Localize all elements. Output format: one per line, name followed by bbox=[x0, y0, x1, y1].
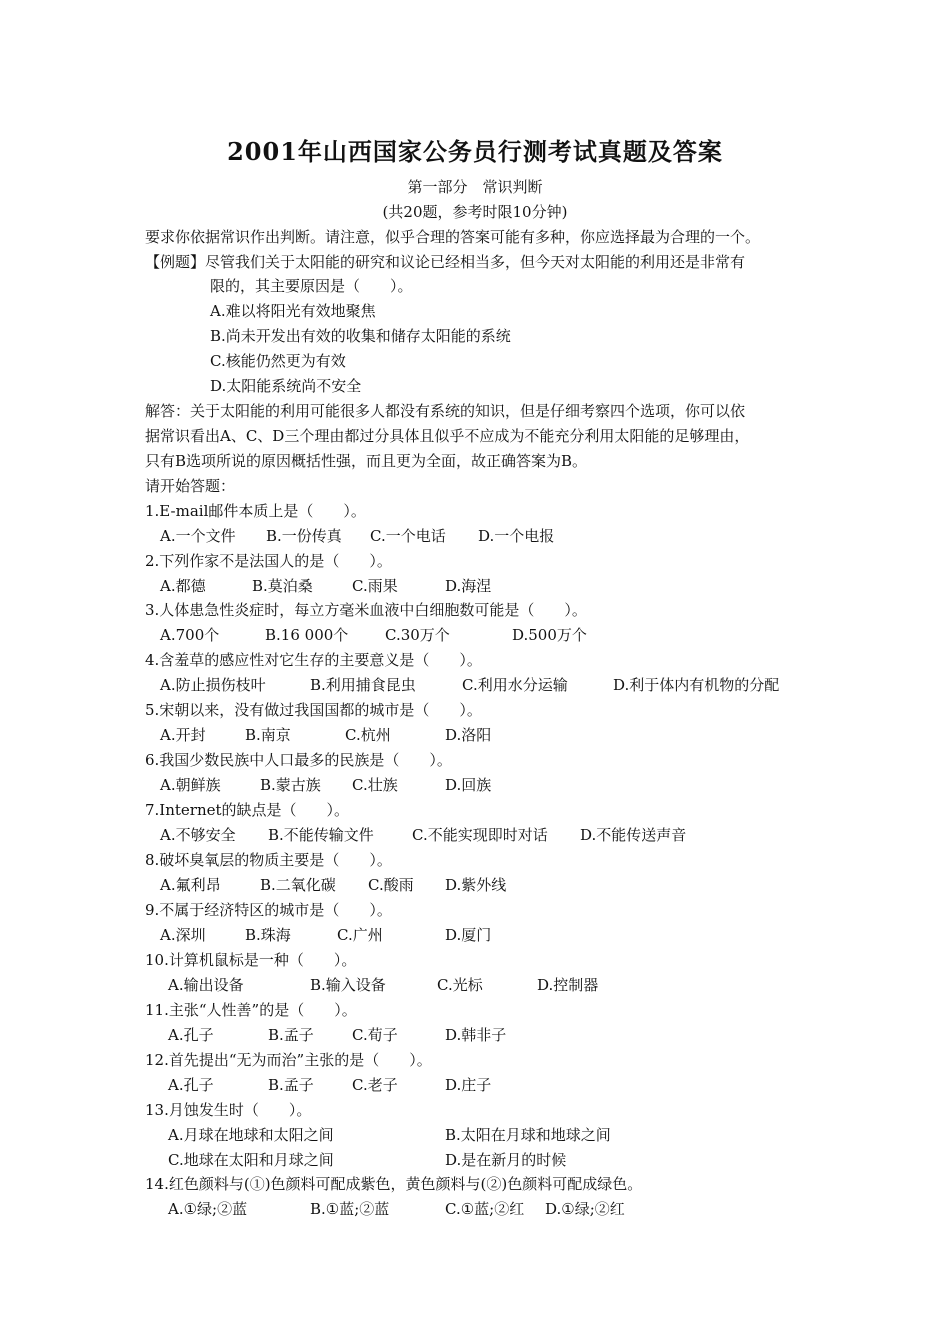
q3-option-b: B.16 000个 bbox=[265, 626, 349, 644]
q6-option-c: C.壮族 bbox=[352, 776, 398, 794]
question-7: 7.Internet的缺点是（ ）。 bbox=[145, 801, 350, 819]
q4-option-c: C.利用水分运输 bbox=[462, 676, 568, 694]
q7-option-c: C.不能实现即时对话 bbox=[412, 826, 548, 844]
answer-line2: 据常识看出A、C、D三个理由都过分具体且似乎不应成为不能充分利用太阳能的足够理由， bbox=[145, 427, 750, 445]
answer-line1: 解答：关于太阳能的利用可能很多人都没有系统的知识，但是仔细考察四个选项，你可以依 bbox=[145, 402, 746, 420]
question-5: 5.宋朝以来，没有做过我国国都的城市是（ ）。 bbox=[145, 701, 482, 719]
q12-option-a: A.孔子 bbox=[168, 1076, 214, 1094]
answer-line3: 只有B选项所说的原因概括性强，而且更为全面，故正确答案为B。 bbox=[145, 452, 588, 470]
q1-option-a: A.一个文件 bbox=[160, 527, 236, 545]
q14-option-b: B.①蓝;②蓝 bbox=[310, 1200, 390, 1218]
q13-option-c: C.地球在太阳和月球之间 bbox=[168, 1151, 334, 1169]
example-question-line1: 【例题】尽管我们关于太阳能的研究和议论已经相当多，但今天对太阳能的利用还是非常有 bbox=[145, 253, 746, 271]
example-option-b: B.尚未开发出有效的收集和储存太阳能的系统 bbox=[210, 327, 511, 345]
q5-option-c: C.杭州 bbox=[345, 726, 391, 744]
q1-option-c: C.一个电话 bbox=[370, 527, 446, 545]
q14-option-d: D.①绿;②红 bbox=[545, 1200, 625, 1218]
q4-option-a: A.防止损伤枝叶 bbox=[160, 676, 266, 694]
q1-option-b: B.一份传真 bbox=[266, 527, 342, 545]
q11-option-a: A.孔子 bbox=[168, 1026, 214, 1044]
example-option-a: A.难以将阳光有效地聚焦 bbox=[210, 302, 376, 320]
q2-option-a: A.都德 bbox=[160, 577, 206, 595]
section-note: (共20题，参考时限10分钟) bbox=[382, 203, 568, 221]
q2-option-d: D.海涅 bbox=[445, 577, 492, 595]
question-8: 8.破坏臭氧层的物质主要是（ ）。 bbox=[145, 851, 392, 869]
q13-option-a: A.月球在地球和太阳之间 bbox=[168, 1126, 334, 1144]
q4-option-b: B.利用捕食昆虫 bbox=[310, 676, 416, 694]
q14-option-a: A.①绿;②蓝 bbox=[168, 1200, 248, 1218]
example-option-c: C.核能仍然更为有效 bbox=[210, 352, 346, 370]
question-10: 10.计算机鼠标是一种（ ）。 bbox=[145, 951, 357, 969]
question-3: 3.人体患急性炎症时，每立方毫米血液中白细胞数可能是（ ）。 bbox=[145, 601, 587, 619]
q10-option-a: A.输出设备 bbox=[168, 976, 244, 994]
q3-option-d: D.500万个 bbox=[512, 626, 587, 644]
q8-option-d: D.紫外线 bbox=[445, 876, 507, 894]
q6-option-d: D.回族 bbox=[445, 776, 492, 794]
q12-option-d: D.庄子 bbox=[445, 1076, 492, 1094]
question-12: 12.首先提出“无为而治”主张的是（ ）。 bbox=[145, 1051, 432, 1069]
section-heading: 第一部分 常识判断 bbox=[407, 178, 543, 196]
q9-option-a: A.深圳 bbox=[160, 926, 206, 944]
q4-option-d: D.利于体内有机物的分配 bbox=[613, 676, 780, 694]
q5-option-d: D.洛阳 bbox=[445, 726, 492, 744]
question-6: 6.我国少数民族中人口最多的民族是（ ）。 bbox=[145, 751, 452, 769]
q9-option-d: D.厦门 bbox=[445, 926, 492, 944]
q1-option-d: D.一个电报 bbox=[478, 527, 555, 545]
q11-option-b: B.孟子 bbox=[268, 1026, 314, 1044]
question-11: 11.主张“人性善”的是（ ）。 bbox=[145, 1001, 357, 1019]
q11-option-c: C.荀子 bbox=[352, 1026, 398, 1044]
q8-option-a: A.氟利昂 bbox=[160, 876, 221, 894]
q12-option-c: C.老子 bbox=[352, 1076, 398, 1094]
q12-option-b: B.孟子 bbox=[268, 1076, 314, 1094]
q13-option-d: D.是在新月的时候 bbox=[445, 1151, 567, 1169]
q8-option-b: B.二氧化碳 bbox=[260, 876, 336, 894]
q2-option-c: C.雨果 bbox=[352, 577, 398, 595]
instructions: 要求你依据常识作出判断。请注意，似乎合理的答案可能有多种，你应选择最为合理的一个。 bbox=[145, 228, 761, 246]
q6-option-b: B.蒙古族 bbox=[260, 776, 321, 794]
q10-option-b: B.输入设备 bbox=[310, 976, 386, 994]
q5-option-b: B.南京 bbox=[245, 726, 291, 744]
question-14: 14.红色颜料与(①)色颜料可配成紫色，黄色颜料与(②)色颜料可配成绿色。 bbox=[145, 1175, 643, 1193]
q9-option-c: C.广州 bbox=[337, 926, 383, 944]
question-1: 1.E-mail邮件本质上是（ ）。 bbox=[145, 502, 366, 520]
question-13: 13.月蚀发生时（ ）。 bbox=[145, 1101, 312, 1119]
q10-option-d: D.控制器 bbox=[537, 976, 599, 994]
q3-option-a: A.700个 bbox=[160, 626, 220, 644]
q9-option-b: B.珠海 bbox=[245, 926, 291, 944]
question-9: 9.不属于经济特区的城市是（ ）。 bbox=[145, 901, 392, 919]
q7-option-d: D.不能传送声音 bbox=[580, 826, 687, 844]
question-4: 4.含羞草的感应性对它生存的主要意义是（ ）。 bbox=[145, 651, 482, 669]
q6-option-a: A.朝鲜族 bbox=[160, 776, 221, 794]
q2-option-b: B.莫泊桑 bbox=[252, 577, 313, 595]
start-prompt: 请开始答题： bbox=[145, 477, 236, 495]
q5-option-a: A.开封 bbox=[160, 726, 206, 744]
example-option-d: D.太阳能系统尚不安全 bbox=[210, 377, 362, 395]
q8-option-c: C.酸雨 bbox=[368, 876, 414, 894]
example-question-line2: 限的，其主要原因是（ ）。 bbox=[210, 277, 413, 295]
question-2: 2.下列作家不是法国人的是（ ）。 bbox=[145, 552, 392, 570]
q14-option-c: C.①蓝;②红 bbox=[445, 1200, 525, 1218]
q10-option-c: C.光标 bbox=[437, 976, 483, 994]
q7-option-b: B.不能传输文件 bbox=[268, 826, 374, 844]
page-title: 2001年山西国家公务员行测考试真题及答案 bbox=[227, 137, 723, 166]
q7-option-a: A.不够安全 bbox=[160, 826, 236, 844]
q3-option-c: C.30万个 bbox=[385, 626, 450, 644]
q13-option-b: B.太阳在月球和地球之间 bbox=[445, 1126, 611, 1144]
q11-option-d: D.韩非子 bbox=[445, 1026, 507, 1044]
